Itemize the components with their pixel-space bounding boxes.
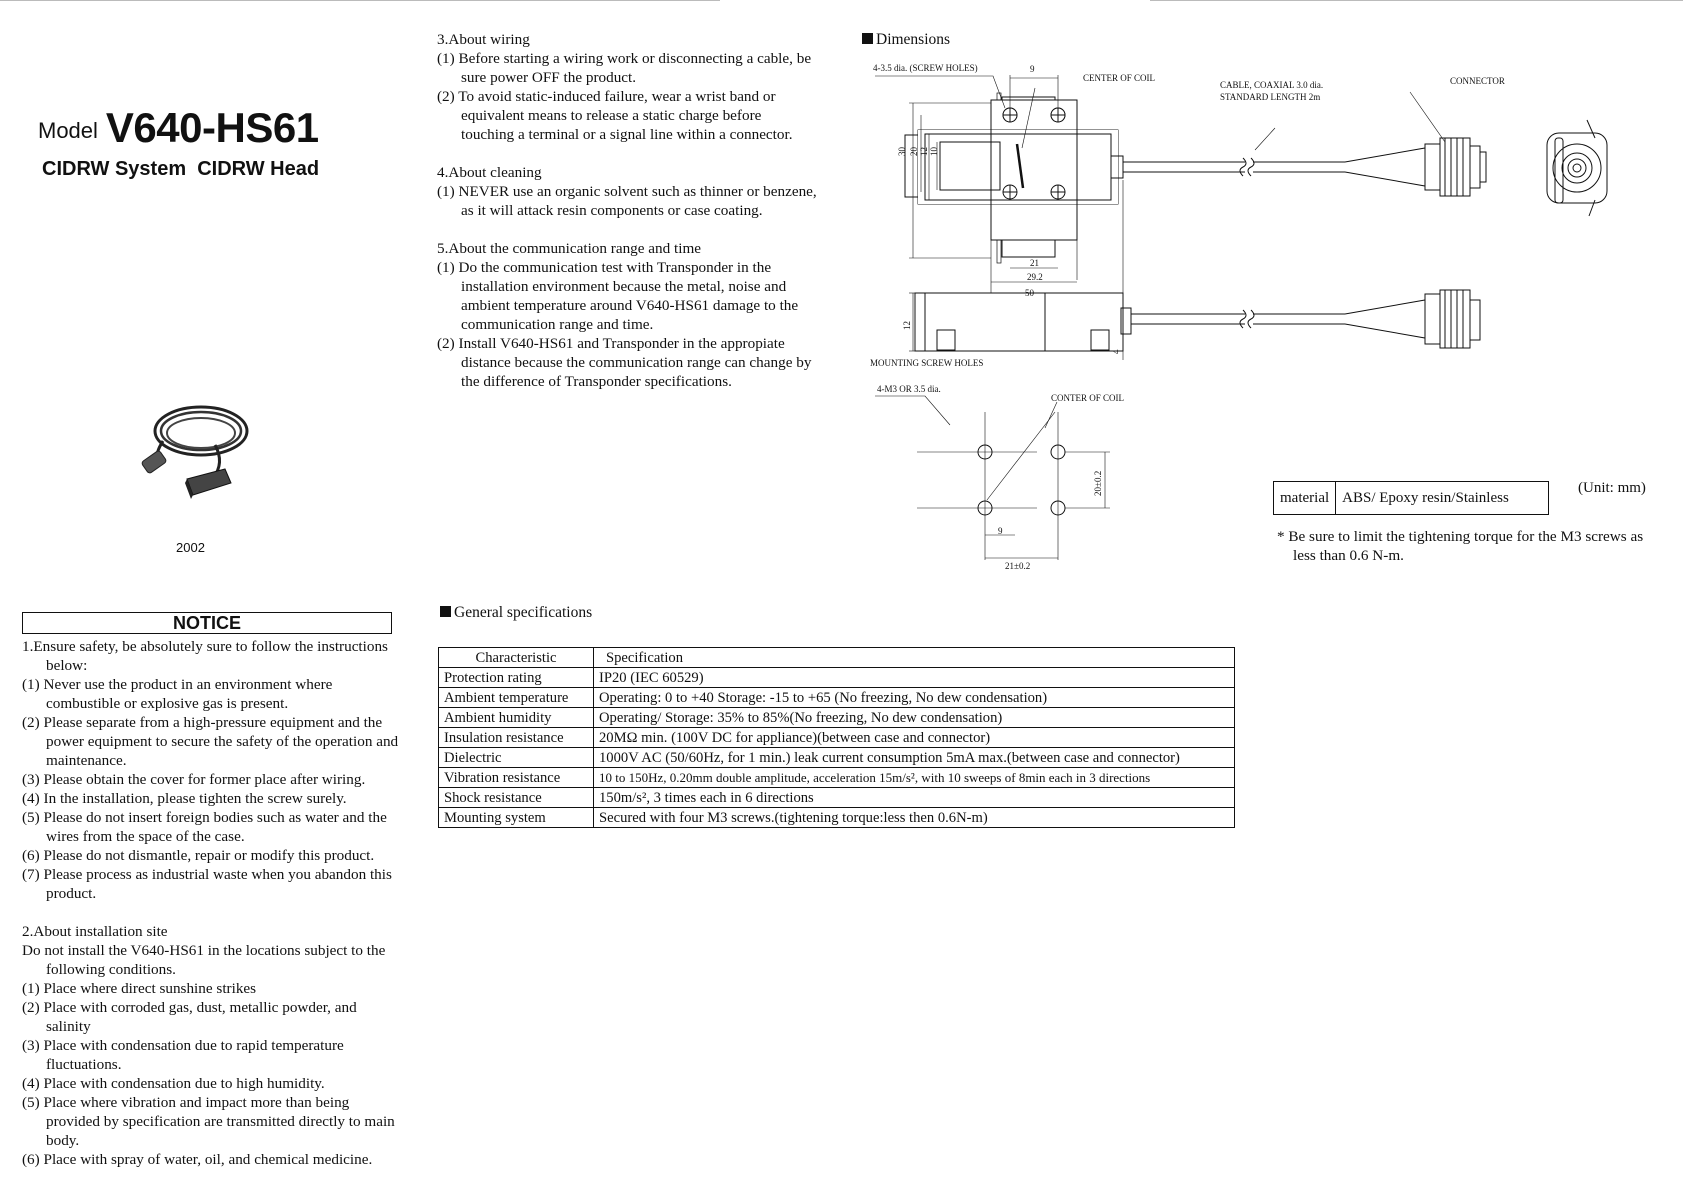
label-dim-4: 4 <box>1111 349 1121 354</box>
list-item: (5) Place where vibration and impact more than being provided by specification are transmitted directly to main body. <box>22 1094 395 1149</box>
list-item: (2) To avoid static-induced failure, wear a wrist band or equivalent means to release a static charge before touching a terminal or a signal line within a connector. <box>437 88 793 143</box>
notice-section <box>22 637 400 1169</box>
model-heading <box>38 104 319 152</box>
label-cable: CABLE, COAXIAL 3.0 dia. <box>1220 80 1324 90</box>
label-dim-21-tol: 21±0.2 <box>1005 561 1031 571</box>
label-screw-holes: 4-3.5 dia. (SCREW HOLES) <box>873 63 978 73</box>
table-row <box>439 688 1235 708</box>
specification-cell: Operating: 0 to +40 Storage: -15 to +65 (No freezing, No dew condensation) <box>594 688 1235 708</box>
spacer <box>437 144 817 163</box>
specification-cell: 20MΩ min. (100V DC for appliance)(between case and connector) <box>594 728 1235 748</box>
section-heading: 4.About cleaning <box>437 164 542 181</box>
label-dim-50: 50 <box>1025 288 1034 298</box>
table-row <box>439 728 1235 748</box>
table-row <box>439 768 1235 788</box>
list-item: (1) NEVER use an organic solvent such as thinner or benzene, as it will attack resin components or case coating. <box>437 183 817 219</box>
label-connector: CONNECTOR <box>1450 76 1505 86</box>
label-mounting-holes: MOUNTING SCREW HOLES <box>870 358 984 368</box>
spacer <box>437 220 817 239</box>
material-table <box>1273 481 1549 515</box>
specification-cell: 150m/s², 3 times each in 6 directions <box>594 788 1235 808</box>
specifications-table <box>438 647 1235 828</box>
list-item: (1) Never use the product in an environment where combustible or explosive gas is present. <box>22 676 333 712</box>
specification-cell: 10 to 150Hz, 0.20mm double amplitude, acceleration 15m/s², with 10 sweeps of 8min each in 3 directions <box>594 768 1235 788</box>
model-number: V640-HS61 <box>105 104 319 151</box>
characteristic-cell: Protection rating <box>439 668 594 688</box>
label-center-of-coil: CENTER OF COIL <box>1083 73 1155 83</box>
list-item: (4) Place with condensation due to high humidity. <box>22 1075 325 1092</box>
label-cable-length: STANDARD LENGTH 2m <box>1220 92 1321 102</box>
list-item: (7) Please process as industrial waste when you abandon this product. <box>22 866 392 902</box>
list-item: Do not install the V640-HS61 in the locations subject to the following conditions. <box>22 942 386 978</box>
list-item: (1) Do the communication test with Transponder in the installation environment because the metal, noise and ambient temperature around V640-HS61 damage to the communication range and time. <box>437 259 799 333</box>
list-item: (3) Please obtain the cover for former place after wiring. <box>22 771 366 788</box>
characteristic-cell: Insulation resistance <box>439 728 594 748</box>
section-heading: 3.About wiring <box>437 31 530 48</box>
torque-note: * Be sure to limit the tightening torque for the M3 screws as less than 0.6 N-m. <box>1277 528 1644 564</box>
label-m3-holes: 4-M3 OR 3.5 dia. <box>877 384 941 394</box>
specification-cell: Secured with four M3 screws.(tightening torque:less then 0.6N-m) <box>594 808 1235 828</box>
list-item: (6) Please do not dismantle, repair or modify this product. <box>22 847 375 864</box>
header-characteristic: Characteristic <box>439 648 594 668</box>
scan-edge-line <box>1150 0 1683 1</box>
label-dim-12: 12 <box>919 147 929 156</box>
model-label: Model <box>38 118 98 143</box>
material-label: material <box>1274 482 1336 515</box>
notice-title: NOTICE <box>22 612 392 634</box>
list-item: (2) Please separate from a high-pressure equipment and the power equipment to secure the safety of the operation and maintenance. <box>22 714 399 769</box>
characteristic-cell: Vibration resistance <box>439 768 594 788</box>
table-row <box>439 808 1235 828</box>
list-item: (1) Before starting a wiring work or disconnecting a cable, be sure power OFF the product. <box>437 50 812 86</box>
list-item: (4) In the installation, please tighten the screw surely. <box>22 790 347 807</box>
table-row <box>439 708 1235 728</box>
square-bullet-icon <box>440 606 451 617</box>
specification-cell: IP20 (IEC 60529) <box>594 668 1235 688</box>
dimensions-title: Dimensions <box>862 31 950 49</box>
list-item: (3) Place with condensation due to rapid temperature fluctuations. <box>22 1037 344 1073</box>
list-item: (5) Please do not insert foreign bodies such as water and the wires from the space of the case. <box>22 809 387 845</box>
product-subtitle: CIDRW System CIDRW Head <box>42 158 320 180</box>
section-heading: 2.About installation site <box>22 923 168 940</box>
scan-edge-line <box>0 0 720 1</box>
list-item: (2) Place with corroded gas, dust, metallic powder, and salinity <box>22 999 357 1035</box>
table-header-row <box>439 648 1235 668</box>
label-dim-9b: 9 <box>998 526 1003 536</box>
list-item: (6) Place with spray of water, oil, and chemical medicine. <box>22 1151 373 1168</box>
label-dim-9: 9 <box>1030 64 1035 74</box>
specification-cell: Operating/ Storage: 35% to 85%(No freezing, No dew condensation) <box>594 708 1235 728</box>
label-dim-21: 21 <box>1030 258 1039 268</box>
table-row <box>439 668 1235 688</box>
label-dim-29-2: 29.2 <box>1027 272 1043 282</box>
label-conter-of-coil: CONTER OF COIL <box>1051 393 1125 403</box>
table-row <box>439 748 1235 768</box>
general-specs-title: General specifications <box>440 604 592 622</box>
year-label: 2002 <box>176 540 205 555</box>
list-item: (2) Install V640-HS61 and Transponder in the appropiate distance because the communication range can change by the difference of Transponder specifications. <box>437 335 812 390</box>
square-bullet-icon <box>862 33 873 44</box>
material-value: ABS/ Epoxy resin/Stainless <box>1336 482 1549 515</box>
characteristic-cell: Dielectric <box>439 748 594 768</box>
characteristic-cell: Mounting system <box>439 808 594 828</box>
specification-cell: 1000V AC (50/60Hz, for 1 min.) leak current consumption 5mA max.(between case and connector) <box>594 748 1235 768</box>
list-item: (1) Place where direct sunshine strikes <box>22 980 257 997</box>
unit-label: (Unit: mm) <box>1578 480 1646 496</box>
wiring-cleaning-communication-section <box>437 30 817 391</box>
characteristic-cell: Ambient humidity <box>439 708 594 728</box>
label-dim-20: 20 <box>909 147 919 156</box>
header-specification: Specification <box>594 648 1235 668</box>
product-photo <box>135 393 255 505</box>
spacer <box>22 903 400 922</box>
characteristic-cell: Ambient temperature <box>439 688 594 708</box>
section-heading: 5.About the communication range and time <box>437 240 702 257</box>
characteristic-cell: Shock resistance <box>439 788 594 808</box>
label-dim-10: 10 <box>929 147 939 156</box>
label-dim-12b: 12 <box>902 321 912 330</box>
table-row <box>439 788 1235 808</box>
list-item: 1.Ensure safety, be absolutely sure to follow the instructions below: <box>22 638 388 674</box>
label-dim-30: 30 <box>897 147 907 156</box>
label-dim-20-tol: 20±0.2 <box>1093 470 1103 496</box>
